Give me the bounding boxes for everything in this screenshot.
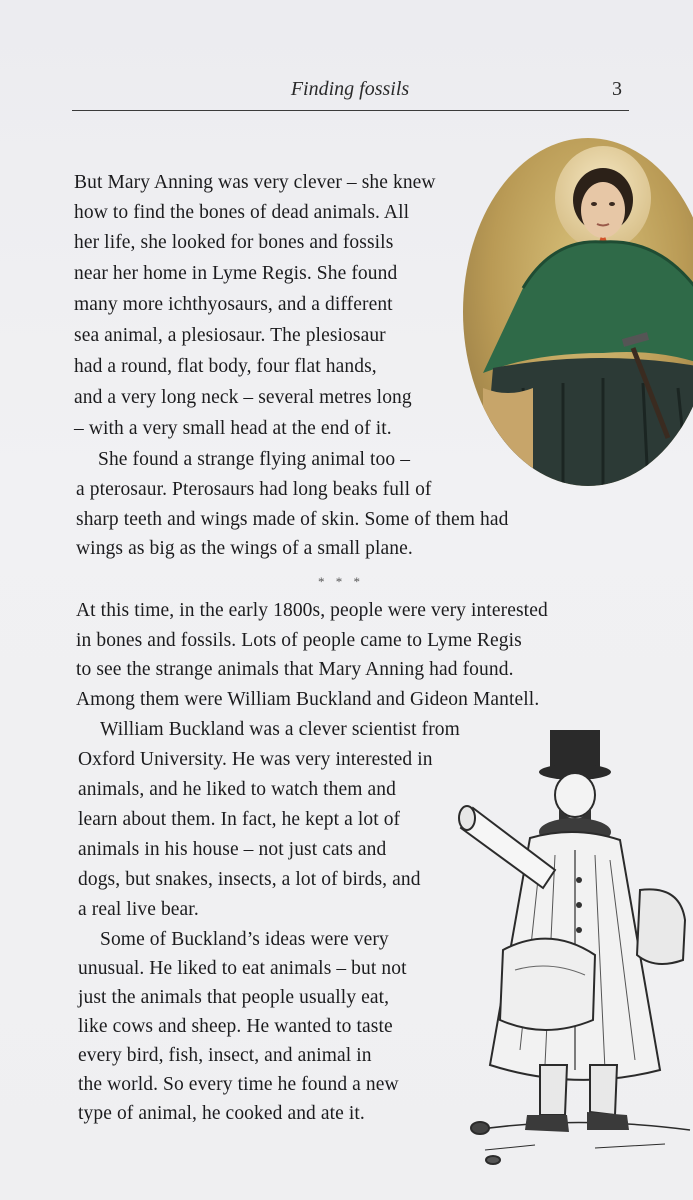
text-line: how to find the bones of dead animals. All [74, 202, 410, 223]
text-line: type of animal, he cooked and ate it. [78, 1103, 365, 1124]
text-line: She found a strange flying animal too – [98, 449, 411, 470]
text-line: animals, and he liked to watch them and [78, 779, 396, 800]
william-buckland-illustration [455, 720, 693, 1175]
text-line: to see the strange animals that Mary Anning had found. [76, 659, 514, 680]
text-line: Among them were William Buckland and Gideon Mantell. [76, 689, 540, 710]
text-line: learn about them. In fact, he kept a lot of [78, 809, 401, 830]
text-line: in bones and fossils. Lots of people came to Lyme Regis [76, 630, 522, 651]
section-separator: * * * [318, 574, 364, 589]
header-rule [72, 110, 629, 111]
text-line: her life, she looked for bones and fossils [74, 232, 394, 253]
text-line: – with a very small head at the end of it. [74, 418, 392, 439]
page-number: 3 [612, 78, 622, 100]
text-line: Oxford University. He was very interested in [78, 749, 433, 770]
text-line: sea animal, a plesiosaur. The plesiosaur [74, 325, 386, 346]
text-line: had a round, flat body, four flat hands, [74, 356, 377, 377]
text-line: and a very long neck – several metres long [74, 387, 412, 408]
text-line: the world. So every time he found a new [78, 1074, 399, 1095]
text-line: But Mary Anning was very clever – she knew [74, 172, 436, 193]
text-line: William Buckland was a clever scientist from [100, 719, 460, 740]
chapter-title: Finding fossils [290, 78, 410, 100]
text-line: near her home in Lyme Regis. She found [74, 263, 398, 284]
text-line: like cows and sheep. He wanted to taste [78, 1016, 393, 1037]
text-line: a pterosaur. Pterosaurs had long beaks full of [76, 479, 432, 500]
text-line: dogs, but snakes, insects, a lot of birds, and [78, 869, 421, 890]
text-line: a real live bear. [78, 899, 199, 920]
text-line: unusual. He liked to eat animals – but not [78, 958, 407, 979]
text-line: sharp teeth and wings made of skin. Some of them had [76, 509, 509, 530]
text-line: many more ichthyosaurs, and a different [74, 294, 393, 315]
mary-anning-portrait [463, 138, 693, 486]
text-line: At this time, in the early 1800s, people were very interested [76, 600, 548, 621]
text-line: just the animals that people usually eat, [78, 987, 390, 1008]
text-line: wings as big as the wings of a small plane. [76, 538, 413, 559]
text-line: every bird, fish, insect, and animal in [78, 1045, 372, 1066]
text-line: Some of Buckland’s ideas were very [100, 929, 389, 950]
text-line: animals in his house – not just cats and [78, 839, 387, 860]
